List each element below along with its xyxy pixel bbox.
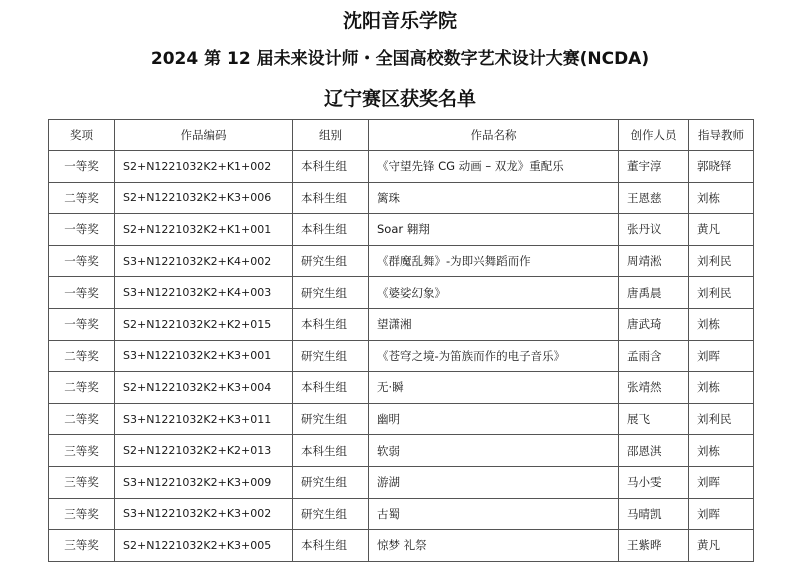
group-cell: 本科生组 bbox=[293, 435, 369, 467]
code-cell: S3+N1221032K2+K3+001 bbox=[115, 340, 293, 372]
group-cell: 研究生组 bbox=[293, 245, 369, 277]
award-cell: 二等奖 bbox=[49, 403, 115, 435]
group-cell: 研究生组 bbox=[293, 466, 369, 498]
creator-cell: 邵恩淇 bbox=[619, 435, 689, 467]
code-cell: S2+N1221032K2+K1+002 bbox=[115, 151, 293, 183]
creator-cell: 张靖然 bbox=[619, 372, 689, 404]
table-row bbox=[49, 466, 754, 498]
code-cell: S2+N1221032K2+K3+004 bbox=[115, 372, 293, 404]
table-row bbox=[49, 403, 754, 435]
table-row bbox=[49, 530, 754, 562]
code-cell: S2+N1221032K2+K3+006 bbox=[115, 182, 293, 214]
code-cell: S3+N1221032K2+K3+002 bbox=[115, 498, 293, 530]
work-name-cell: 《苍穹之境-为笛族而作的电子音乐》 bbox=[369, 340, 619, 372]
header-work-name: 作品名称 bbox=[369, 120, 619, 151]
advisor-cell: 刘栋 bbox=[689, 435, 754, 467]
code-cell: S2+N1221032K2+K2+013 bbox=[115, 435, 293, 467]
work-name-cell: 惊梦 礼祭 bbox=[369, 530, 619, 562]
group-cell: 研究生组 bbox=[293, 403, 369, 435]
code-cell: S2+N1221032K2+K1+001 bbox=[115, 214, 293, 246]
award-cell: 一等奖 bbox=[49, 214, 115, 246]
creator-cell: 张丹议 bbox=[619, 214, 689, 246]
table-row bbox=[49, 151, 754, 183]
award-cell: 一等奖 bbox=[49, 245, 115, 277]
header-advisor: 指导教师 bbox=[689, 120, 754, 151]
group-cell: 本科生组 bbox=[293, 530, 369, 562]
advisor-cell: 刘晖 bbox=[689, 466, 754, 498]
code-cell: S2+N1221032K2+K3+005 bbox=[115, 530, 293, 562]
award-cell: 二等奖 bbox=[49, 340, 115, 372]
group-cell: 本科生组 bbox=[293, 182, 369, 214]
work-name-cell: 幽明 bbox=[369, 403, 619, 435]
award-cell: 一等奖 bbox=[49, 151, 115, 183]
award-cell: 二等奖 bbox=[49, 182, 115, 214]
table-header-row bbox=[49, 120, 754, 151]
creator-cell: 王紫晔 bbox=[619, 530, 689, 562]
advisor-cell: 刘晖 bbox=[689, 340, 754, 372]
table-row bbox=[49, 245, 754, 277]
awards-table bbox=[48, 119, 754, 562]
advisor-cell: 刘栋 bbox=[689, 372, 754, 404]
table-row bbox=[49, 182, 754, 214]
header-award: 奖项 bbox=[49, 120, 115, 151]
group-cell: 本科生组 bbox=[293, 308, 369, 340]
advisor-cell: 刘利民 bbox=[689, 277, 754, 309]
work-name-cell: 篱珠 bbox=[369, 182, 619, 214]
award-cell: 一等奖 bbox=[49, 308, 115, 340]
creator-cell: 马晴凯 bbox=[619, 498, 689, 530]
work-name-cell: 《守望先锋 CG 动画 – 双龙》重配乐 bbox=[369, 151, 619, 183]
group-cell: 研究生组 bbox=[293, 340, 369, 372]
table-row bbox=[49, 277, 754, 309]
group-cell: 本科生组 bbox=[293, 214, 369, 246]
creator-cell: 展飞 bbox=[619, 403, 689, 435]
code-cell: S3+N1221032K2+K3+011 bbox=[115, 403, 293, 435]
table-row bbox=[49, 340, 754, 372]
advisor-cell: 郭晓铎 bbox=[689, 151, 754, 183]
table-row bbox=[49, 308, 754, 340]
table-row bbox=[49, 372, 754, 404]
creator-cell: 马小雯 bbox=[619, 466, 689, 498]
award-cell: 二等奖 bbox=[49, 372, 115, 404]
creator-cell: 唐武琦 bbox=[619, 308, 689, 340]
code-cell: S3+N1221032K2+K4+003 bbox=[115, 277, 293, 309]
creator-cell: 王恩慈 bbox=[619, 182, 689, 214]
header-group: 组别 bbox=[293, 120, 369, 151]
table-row bbox=[49, 498, 754, 530]
advisor-cell: 刘栋 bbox=[689, 308, 754, 340]
advisor-cell: 刘晖 bbox=[689, 498, 754, 530]
award-cell: 三等奖 bbox=[49, 466, 115, 498]
work-name-cell: Soar 翱翔 bbox=[369, 214, 619, 246]
award-cell: 三等奖 bbox=[49, 498, 115, 530]
advisor-cell: 黄凡 bbox=[689, 214, 754, 246]
page-subtitle: 2024 第 12 届未来设计师・全国高校数字艺术设计大赛(NCDA) bbox=[150, 49, 650, 69]
group-cell: 本科生组 bbox=[293, 372, 369, 404]
code-cell: S3+N1221032K2+K3+009 bbox=[115, 466, 293, 498]
advisor-cell: 刘利民 bbox=[689, 245, 754, 277]
creator-cell: 唐禹晨 bbox=[619, 277, 689, 309]
table-row bbox=[49, 214, 754, 246]
award-cell: 一等奖 bbox=[49, 277, 115, 309]
work-name-cell: 游湖 bbox=[369, 466, 619, 498]
advisor-cell: 刘利民 bbox=[689, 403, 754, 435]
group-cell: 本科生组 bbox=[293, 151, 369, 183]
work-name-cell: 《群魔乱舞》-为即兴舞蹈而作 bbox=[369, 245, 619, 277]
award-cell: 三等奖 bbox=[49, 530, 115, 562]
page-subtitle-2: 辽宁赛区获奖名单 bbox=[323, 88, 476, 110]
work-name-cell: 望潇湘 bbox=[369, 308, 619, 340]
advisor-cell: 黄凡 bbox=[689, 530, 754, 562]
work-name-cell: 《婆娑幻象》 bbox=[369, 277, 619, 309]
group-cell: 研究生组 bbox=[293, 277, 369, 309]
award-cell: 三等奖 bbox=[49, 435, 115, 467]
page-title: 沈阳音乐学院 bbox=[342, 10, 457, 32]
creator-cell: 孟雨含 bbox=[619, 340, 689, 372]
work-name-cell: 无·瞬 bbox=[369, 372, 619, 404]
work-name-cell: 古蜀 bbox=[369, 498, 619, 530]
code-cell: S2+N1221032K2+K2+015 bbox=[115, 308, 293, 340]
advisor-cell: 刘栋 bbox=[689, 182, 754, 214]
header-code: 作品编码 bbox=[115, 120, 293, 151]
work-name-cell: 软弱 bbox=[369, 435, 619, 467]
creator-cell: 董宇淳 bbox=[619, 151, 689, 183]
group-cell: 研究生组 bbox=[293, 498, 369, 530]
code-cell: S3+N1221032K2+K4+002 bbox=[115, 245, 293, 277]
header-creator: 创作人员 bbox=[619, 120, 689, 151]
creator-cell: 周靖淞 bbox=[619, 245, 689, 277]
table-row bbox=[49, 435, 754, 467]
